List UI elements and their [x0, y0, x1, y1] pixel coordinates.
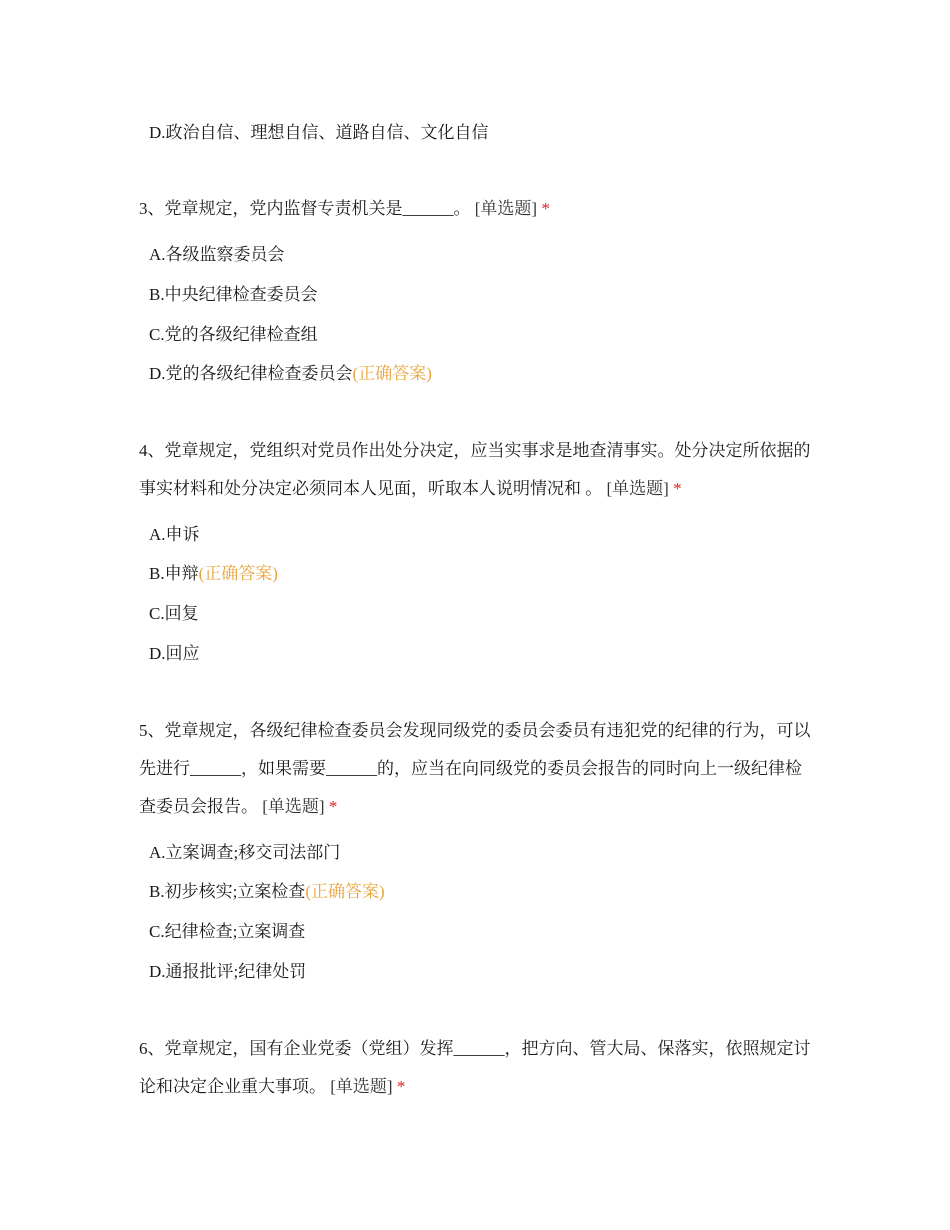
- required-mark: *: [396, 1077, 406, 1096]
- correct-answer-label: (正确答案): [305, 882, 385, 901]
- question-5-text: 5、党章规定，各级纪律检查委员会发现同级党的委员会委员有违犯党的纪律的行为，可以先进行______，如果需要______的，应当在向同级党的委员会报告的同时向上一级纪律检查委员会报告。: [139, 721, 811, 816]
- question-6-type: [单选题]: [330, 1077, 393, 1096]
- question-5-option-b: B.初步核实;立案检查(正确答案): [149, 882, 385, 901]
- question-4-option-a: A.申诉: [149, 525, 200, 544]
- correct-answer-label: (正确答案): [198, 564, 278, 583]
- prev-question-option-d: D.政治自信、理想自信、道路自信、文化自信: [149, 123, 489, 142]
- question-3-type: [单选题]: [474, 199, 538, 218]
- question-4-option-d: D.回应: [149, 644, 200, 663]
- question-5-option-d: D.通报批评;纪律处罚: [149, 962, 307, 981]
- question-4: [139, 432, 811, 508]
- question-5-type: [单选题]: [262, 797, 325, 816]
- question-3-option-a: A.各级监察委员会: [149, 245, 285, 264]
- required-mark: *: [541, 199, 550, 218]
- question-5-option-c: C.纪律检查;立案调查: [149, 922, 306, 941]
- question-4-option-c: C.回复: [149, 604, 199, 623]
- required-mark: *: [328, 797, 338, 816]
- question-3-option-d: D.党的各级纪律检查委员会(正确答案): [149, 364, 432, 383]
- question-6-text: 6、党章规定，国有企业党委（党组）发挥______，把方向、管大局、保落实，依照规定讨论和决定企业重大事项。: [139, 1039, 811, 1096]
- question-4-option-b: B.申辩(正确答案): [149, 564, 278, 583]
- question-3-option-c: C.党的各级纪律检查组: [149, 325, 318, 344]
- question-6: [139, 1030, 811, 1106]
- question-5: [139, 712, 811, 826]
- correct-answer-label: (正确答案): [352, 364, 432, 383]
- question-4-type: [单选题]: [606, 479, 669, 498]
- required-mark: *: [673, 479, 682, 498]
- question-3-text: 3、党章规定，党内监督专责机关是______。: [139, 199, 471, 218]
- question-5-option-a: A.立案调查;移交司法部门: [149, 843, 341, 862]
- question-3: [139, 190, 811, 228]
- question-4-text: 4、党章规定，党组织对党员作出处分决定，应当实事求是地查清事实。处分决定所依据的事实材料和处分决定必须同本人见面，听取本人说明情况和 。: [139, 441, 811, 498]
- question-3-option-b: B.中央纪律检查委员会: [149, 285, 318, 304]
